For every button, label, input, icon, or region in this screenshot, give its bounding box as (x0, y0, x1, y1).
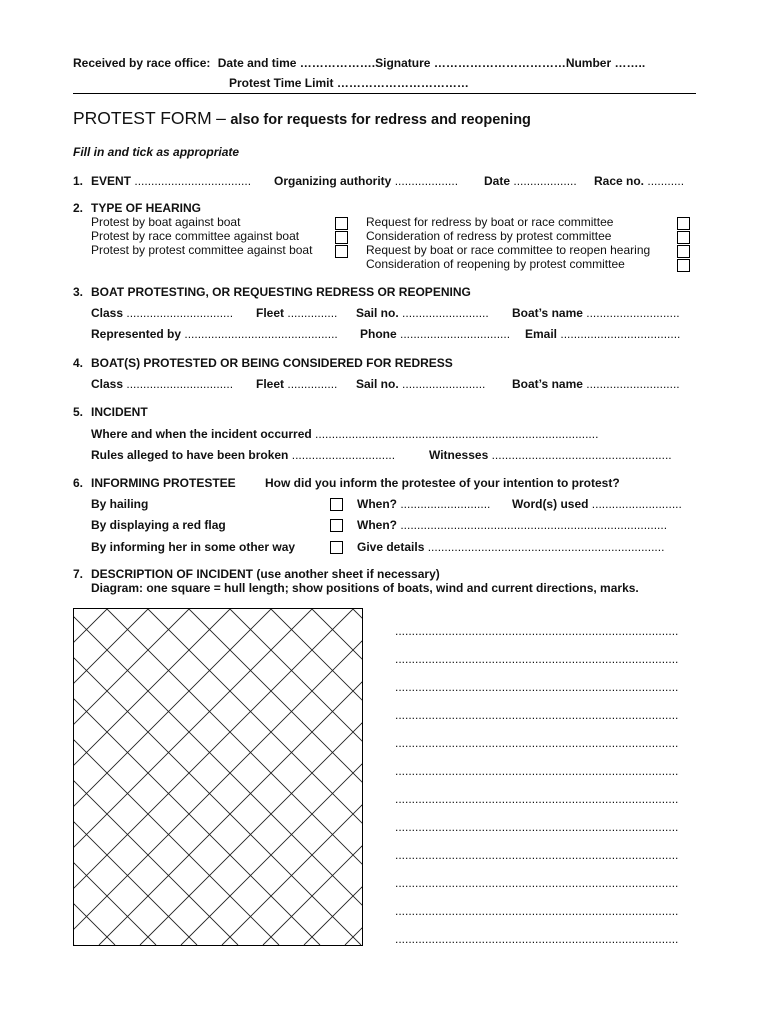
grid-diagonal-up (74, 609, 271, 945)
incident-diagram-grid[interactable] (73, 608, 363, 946)
hearing-option-boat-vs-boat: Protest by boat against boat (91, 215, 241, 229)
s6-when2-label: When? (357, 518, 397, 532)
race-no-group (594, 174, 684, 188)
time-limit-line (229, 76, 469, 90)
s3-class-group (91, 306, 233, 320)
description-line[interactable]: ..................................................................................... (395, 932, 679, 946)
s5-rules-field[interactable]: ............................... (291, 448, 396, 462)
s5-where-field[interactable]: ..................................................................................... (315, 427, 599, 441)
section-1-number: 1. (73, 174, 84, 188)
s4-class-group (91, 377, 233, 391)
hearing-option-reopen-request: Request by boat or race committee to reopen hearing (366, 243, 651, 257)
grid-diagonal-down (74, 609, 197, 945)
date-time-label: Date and time (217, 56, 297, 70)
s6-hailing-label: By hailing (91, 497, 149, 511)
s4-class-field[interactable]: ................................ (126, 377, 234, 391)
number-field[interactable]: …….. (614, 56, 646, 70)
s3-fleet-field[interactable]: ............... (287, 306, 338, 320)
s4-class-label: Class (91, 377, 124, 391)
hearing-checkbox-boat-vs-boat[interactable] (335, 217, 348, 230)
s4-fleet-label: Fleet (256, 377, 285, 391)
s6-other-checkbox[interactable] (330, 541, 343, 554)
s3-boat-label: Boat’s name (512, 306, 583, 320)
description-line[interactable]: ..................................................................................... (395, 876, 679, 890)
s6-flag-checkbox[interactable] (330, 519, 343, 532)
section-7-number: 7. (73, 567, 84, 581)
diagonal-grid-lines (74, 609, 362, 945)
s6-words-label: Word(s) used (512, 497, 589, 511)
grid-diagonal-up (74, 609, 362, 945)
s5-where-group (91, 427, 598, 441)
hearing-checkbox-redress-request[interactable] (677, 217, 690, 230)
org-authority-label: Organizing authority (274, 174, 392, 188)
section-4-number: 4. (73, 356, 84, 370)
date-group (484, 174, 577, 188)
section-1-row (91, 174, 251, 188)
date-time-field[interactable]: ………………. (299, 56, 376, 70)
s5-witness-label: Witnesses (429, 448, 489, 462)
s6-when-group (357, 497, 490, 511)
grid-diagonal-up (74, 609, 107, 945)
grid-diagonal-up (74, 609, 189, 945)
section-6-question: How did you inform the protestee of your intention to protest? (265, 476, 620, 490)
s3-phone-label: Phone (360, 327, 397, 341)
header-divider (73, 93, 696, 94)
description-line[interactable]: ..................................................................................... (395, 792, 679, 806)
date-field[interactable]: ................... (513, 174, 577, 188)
grid-diagonal-down (74, 609, 279, 945)
instruction-text: Fill in and tick as appropriate (73, 145, 240, 159)
s4-boat-group (512, 377, 680, 391)
hearing-checkbox-redress-consideration[interactable] (677, 231, 690, 244)
section-2-heading: TYPE OF HEARING (91, 201, 202, 215)
grid-diagonal-down (230, 609, 362, 945)
number-label: Number (565, 56, 612, 70)
description-line[interactable]: ..................................................................................... (395, 764, 679, 778)
hearing-option-pc-vs-boat: Protest by protest committee against boat (91, 243, 313, 257)
signature-label: Signature (375, 56, 431, 70)
s3-fleet-group (256, 306, 337, 320)
page-title (73, 108, 531, 129)
s3-class-field[interactable]: ................................ (126, 306, 234, 320)
s4-sail-field[interactable]: ......................... (402, 377, 486, 391)
s3-sail-field[interactable]: .......................... (402, 306, 489, 320)
section-7-heading: DESCRIPTION OF INCIDENT (use another sheet if necessary) (91, 567, 440, 581)
s3-represented-field[interactable]: .............................................. (184, 327, 338, 341)
section-6-number: 6. (73, 476, 84, 490)
s4-sail-group (356, 377, 485, 391)
section-5-number: 5. (73, 405, 84, 419)
s5-rules-group (91, 448, 395, 462)
time-limit-label: Protest Time Limit (229, 76, 334, 90)
section-5-heading: INCIDENT (91, 405, 148, 419)
s4-fleet-field[interactable]: ............... (287, 377, 338, 391)
description-line[interactable]: ..................................................................................... (395, 848, 679, 862)
received-label: Received by race office: (73, 56, 211, 70)
race-no-field[interactable]: ........... (647, 174, 685, 188)
s3-boat-group (512, 306, 680, 320)
s6-when-label: When? (357, 497, 397, 511)
section-7-diagram-note: Diagram: one square = hull length; show positions of boats, wind and current directions, marks. (91, 581, 639, 595)
s3-represented-group (91, 327, 338, 341)
s3-email-label: Email (525, 327, 558, 341)
race-no-label: Race no. (594, 174, 645, 188)
grid-diagonal-up (304, 609, 362, 945)
s6-when-field[interactable]: ........................... (400, 497, 491, 511)
grid-diagonal-down (74, 609, 362, 945)
org-authority-group (274, 174, 458, 188)
event-field[interactable]: ................................... (134, 174, 252, 188)
org-authority-field[interactable]: ................... (394, 174, 459, 188)
s3-sail-label: Sail no. (356, 306, 399, 320)
title-dash: – (216, 108, 226, 128)
hearing-option-redress-consideration: Consideration of redress by protest committee (366, 229, 612, 243)
hearing-checkbox-pc-vs-boat[interactable] (335, 245, 348, 258)
grid-diagonal-up (181, 609, 362, 945)
hearing-option-redress-request: Request for redress by boat or race committee (366, 215, 614, 229)
s3-class-label: Class (91, 306, 124, 320)
description-line[interactable]: ..................................................................................... (395, 820, 679, 834)
s5-witness-group (429, 448, 672, 462)
grid-diagonal-up (222, 609, 362, 945)
s4-boat-label: Boat’s name (512, 377, 583, 391)
s6-details-label: Give details (357, 540, 425, 554)
s6-other-label: By informing her in some other way (91, 540, 296, 554)
description-line[interactable]: ..................................................................................... (395, 904, 679, 918)
section-3-heading: BOAT PROTESTING, OR REQUESTING REDRESS OR REOPENING (91, 285, 471, 299)
s6-words-field[interactable]: ........................... (591, 497, 682, 511)
s4-sail-label: Sail no. (356, 377, 399, 391)
s5-where-label: Where and when the incident occurred (91, 427, 312, 441)
grid-diagonal-up (263, 609, 362, 945)
section-2-number: 2. (73, 201, 84, 215)
grid-diagonal-up (345, 609, 362, 945)
title-sub: also for requests for redress and reopening (230, 112, 531, 128)
s5-witness-field[interactable]: ...................................................... (491, 448, 672, 462)
hearing-checkbox-reopen-consideration[interactable] (677, 259, 690, 272)
s6-when2-group (357, 518, 667, 532)
grid-diagonal-up (140, 609, 362, 945)
description-line[interactable]: ..................................................................................... (395, 624, 679, 638)
event-label: EVENT (91, 174, 132, 188)
hearing-checkbox-rc-vs-boat[interactable] (335, 231, 348, 244)
s4-boat-field[interactable]: ............................ (586, 377, 680, 391)
description-line[interactable]: ..................................................................................... (395, 680, 679, 694)
hearing-checkbox-reopen-request[interactable] (677, 245, 690, 258)
signature-field[interactable]: …………………………… (433, 56, 566, 70)
time-limit-field[interactable]: …………………………… (336, 76, 469, 90)
description-line[interactable]: ..................................................................................... (395, 708, 679, 722)
s3-email-field[interactable]: .................................... (560, 327, 681, 341)
section-6-heading: INFORMING PROTESTEE (91, 476, 236, 490)
received-header-line (73, 56, 645, 70)
s3-fleet-label: Fleet (256, 306, 285, 320)
s3-phone-group (360, 327, 510, 341)
s6-details-field[interactable]: ....................................................................... (427, 540, 665, 554)
s3-sail-group (356, 306, 489, 320)
s6-hailing-checkbox[interactable] (330, 498, 343, 511)
description-line[interactable]: ..................................................................................... (395, 736, 679, 750)
s6-when2-field[interactable]: ................................................................................ (400, 518, 668, 532)
s3-email-group (525, 327, 680, 341)
s3-boat-field[interactable]: ............................ (586, 306, 680, 320)
s6-flag-label: By displaying a red flag (91, 518, 226, 532)
date-label: Date (484, 174, 511, 188)
hearing-option-reopen-consideration: Consideration of reopening by protest committee (366, 257, 625, 271)
hearing-option-rc-vs-boat: Protest by race committee against boat (91, 229, 300, 243)
s3-represented-label: Represented by (91, 327, 182, 341)
grid-diagonal-down (74, 609, 238, 945)
s4-fleet-group (256, 377, 337, 391)
section-3-number: 3. (73, 285, 84, 299)
description-line[interactable]: ..................................................................................... (395, 652, 679, 666)
s5-rules-label: Rules alleged to have been broken (91, 448, 289, 462)
title-main: PROTEST FORM (73, 108, 212, 128)
s3-phone-field[interactable]: ................................. (400, 327, 511, 341)
s6-details-group (357, 540, 664, 554)
grid-diagonal-down (74, 609, 361, 945)
section-4-heading: BOAT(S) PROTESTED OR BEING CONSIDERED FOR REDRESS (91, 356, 453, 370)
s6-words-group (512, 497, 682, 511)
